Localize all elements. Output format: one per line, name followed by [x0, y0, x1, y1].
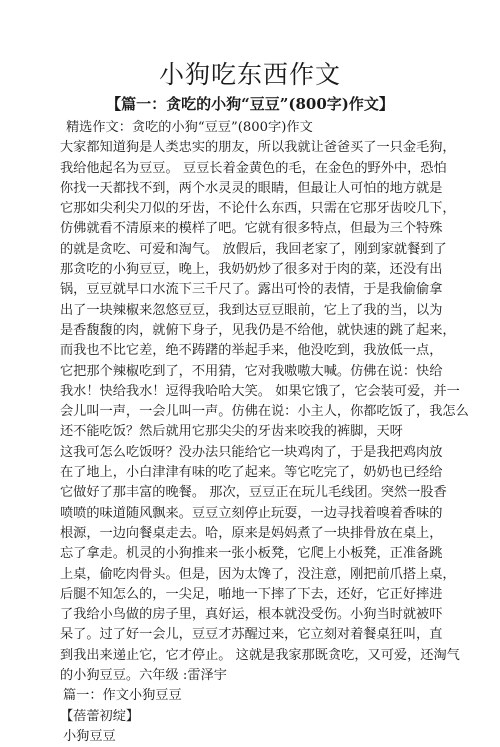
body-line: 精选作文：贪吃的小狗“豆豆”(800字)作文	[66, 120, 313, 135]
body-line: 那贪吃的小狗豆豆，晚上，我奶奶炒了很多对于肉的菜，还没有出	[60, 262, 443, 278]
body-line: 根源，一边向餐桌走去。哈，原来是妈妈煮了一块排骨放在桌上，	[60, 525, 443, 541]
document-subtitle: 【篇一：贪吃的小狗“豆豆”(800字)作文】	[106, 95, 394, 113]
body-line: 仿佛就看不清原来的模样了吧。它就有很多特点，但最为三个特殊	[60, 221, 443, 237]
section-label: 【蓓蕾初绽】	[60, 708, 140, 724]
document-body	[60, 118, 480, 747]
section-title: 小狗豆豆	[63, 728, 116, 744]
body-line: 它把那个辣椒吃到了，不用猜，它对我嗷嗷大喊。仿佛在说：快给	[60, 363, 443, 379]
body-line: 上桌，偷吃肉骨头。但是，因为太馋了，没注意，刚把前爪搭上桌，	[60, 566, 456, 582]
body-line: 的小狗豆豆。六年级 :雷泽宇	[60, 668, 227, 684]
document-title: 小狗吃东西作文	[158, 60, 341, 89]
body-line: 忘了拿走。机灵的小狗推来一张小板凳，它爬上小板凳，正准备跳	[60, 546, 443, 562]
body-line: 的就是贪吃、可爱和淘气。 放假后，我回老家了，刚到家就餐到了	[60, 241, 447, 257]
body-line: 在了地上，小白津津有味的吃了起来。等它吃完了，奶奶也已经给	[60, 465, 443, 481]
section-heading: 篇一：作文小狗豆豆	[63, 688, 182, 704]
body-line: 后腿不知怎么的，一尖足，啪地一下摔了下去，还好，它正好摔进	[60, 586, 443, 602]
body-line: 而我也不比它差，绝不踌躇的举起手来，他没吃到，我放低一点，	[60, 343, 443, 359]
body-line: 出了一块辣椒来忽悠豆豆，我到达豆豆眼前，它上了我的当，以为	[60, 302, 443, 318]
body-line: 这我可怎么吃饭呀？没办法只能给它一块鸡肉了，于是我把鸡肉放	[60, 444, 443, 460]
body-line: 是香馥馥的肉，就俯下身子，见我仍是不给他，就快速的跳了起来，	[60, 322, 456, 338]
body-line: 大家都知道狗是人类忠实的朋友，所以我就让爸爸买了一只金毛狗，	[60, 140, 456, 156]
body-line: 了我给小鸟做的房子里，真好运，根本就没受伤。小狗当时就被吓	[60, 607, 443, 623]
body-line: 锅，豆豆就早口水流下三千尺了。露出可怜的表情，于是我偷偷拿	[60, 282, 443, 298]
body-line: 呆了。过了好一会儿，豆豆才苏醒过来，它立刻对着餐桌狂叫，直	[60, 627, 443, 643]
body-line: 它做好了那丰富的晚餐。 那次，豆豆正在玩儿毛线团。突然一股香	[60, 485, 447, 501]
body-line: 它那如尖利尖刀似的牙齿，不论什么东西，只需在它那牙齿咬几下，	[60, 201, 456, 217]
body-line: 我水！快给我水！逗得我哈哈大笑。 如果它饿了，它会装可爱，并一	[60, 383, 460, 399]
body-line: 你找一天都找不到，两个水灵灵的眼睛，但最让人可怕的地方就是	[60, 180, 443, 196]
body-line: 我给他起名为豆豆。 豆豆长着金黄色的毛，在金色的野外中，恐怕	[60, 160, 447, 176]
body-line: 到我出来递止它，它才停止。 这就是我家那既贪吃，又可爱，还淘气	[60, 647, 460, 663]
body-line: 喷喷的味道随风飘来。豆豆立刻停止玩耍，一边寻找着嗅着香味的	[60, 505, 443, 521]
body-line: 会儿叫一声，一会儿叫一声。仿佛在说：小主人，你都吃饭了，我怎么	[60, 404, 469, 420]
body-line: 还不能吃饭？然后就用它那尖尖的牙齿来咬我的裤脚，天呀	[60, 424, 403, 440]
